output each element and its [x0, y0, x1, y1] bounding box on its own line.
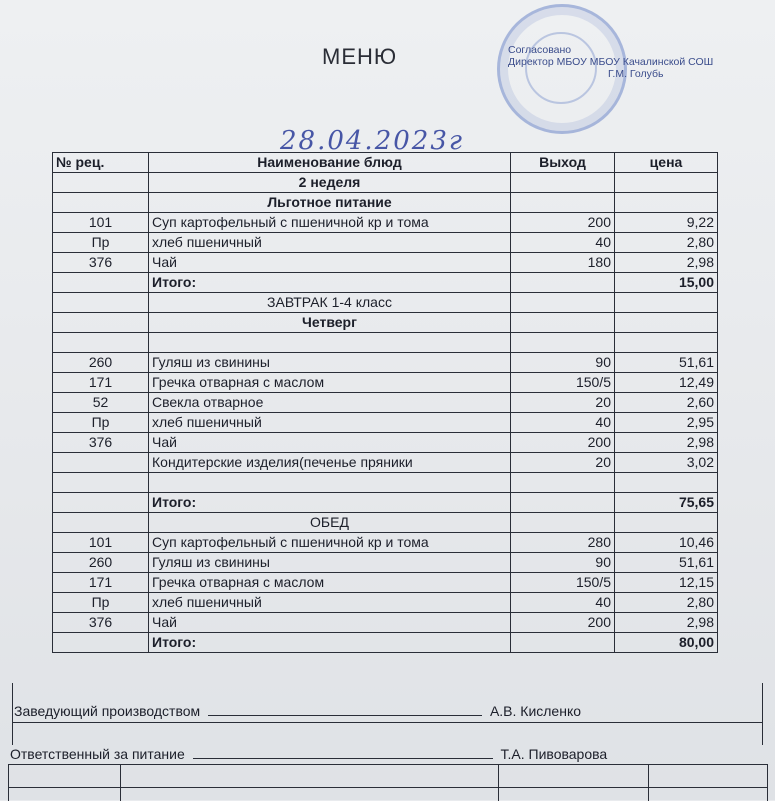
table-row: [53, 613, 718, 633]
handwritten-date: 28.04.2023г: [280, 126, 465, 156]
row-output: 20: [511, 393, 615, 413]
row-code: 101: [53, 213, 149, 233]
signature-production: [14, 703, 581, 719]
row-code: Пр: [53, 593, 149, 613]
table-header-row: [53, 153, 718, 173]
signature-nutrition-name: Т.А. Пивоварова: [500, 746, 608, 762]
total-value: 75,65: [615, 493, 718, 513]
row-output: 20: [511, 453, 615, 473]
total-row: [53, 633, 718, 653]
approval-line-1: Согласовано: [508, 44, 572, 56]
row-code: 260: [53, 553, 149, 573]
row-name: хлеб пшеничный: [149, 233, 511, 253]
row-price: 2,80: [615, 233, 718, 253]
row-price: 2,98: [615, 253, 718, 273]
row-price: 2,98: [615, 613, 718, 633]
row-name: Чай: [149, 253, 511, 273]
approval-line-3: Г.М. Голубь: [608, 68, 664, 80]
row-code: 376: [53, 613, 149, 633]
document-title: МЕНЮ: [322, 44, 398, 69]
empty-row: [53, 473, 718, 493]
row-price: 2,98: [615, 433, 718, 453]
row-output: 150/5: [511, 373, 615, 393]
total-label: Итого:: [149, 633, 511, 653]
row-code: 260: [53, 353, 149, 373]
header-output: Выход: [511, 153, 615, 173]
row-output: 200: [511, 213, 615, 233]
week-label: 2 неделя: [149, 173, 511, 193]
row-price: 9,22: [615, 213, 718, 233]
section-title-row: [53, 193, 718, 213]
table-row: [53, 373, 718, 393]
row-name: Чай: [149, 613, 511, 633]
row-name: Суп картофельный с пшеничной кр и тома: [149, 533, 511, 553]
row-price: 12,15: [615, 573, 718, 593]
table-row: [53, 553, 718, 573]
row-output: 200: [511, 613, 615, 633]
row-output: 40: [511, 413, 615, 433]
row-output: 90: [511, 553, 615, 573]
approval-block: [508, 44, 713, 80]
signature-line: [208, 715, 482, 716]
total-label: Итого:: [149, 493, 511, 513]
total-value: 15,00: [615, 273, 718, 293]
section-lunch-title: ОБЕД: [149, 513, 511, 533]
row-code: Пр: [53, 233, 149, 253]
total-label: Итого:: [149, 273, 511, 293]
row-price: 3,02: [615, 453, 718, 473]
row-price: 2,80: [615, 593, 718, 613]
row-price: 10,46: [615, 533, 718, 553]
signature-line: [193, 758, 493, 759]
row-name: Суп картофельный с пшеничной кр и тома: [149, 213, 511, 233]
row-price: 12,49: [615, 373, 718, 393]
row-price: 2,95: [615, 413, 718, 433]
table-row: [53, 233, 718, 253]
row-name: хлеб пшеничный: [149, 413, 511, 433]
frame-line-h: [12, 722, 762, 723]
day-label: Четверг: [149, 313, 511, 333]
table-row: [53, 433, 718, 453]
row-name: Чай: [149, 433, 511, 453]
row-code: 171: [53, 573, 149, 593]
row-output: 90: [511, 353, 615, 373]
table-row: [53, 533, 718, 553]
table-row: [53, 353, 718, 373]
row-code: [53, 453, 149, 473]
table-row: [53, 593, 718, 613]
signature-production-name: А.В. Кисленко: [489, 703, 582, 719]
table-row: [53, 573, 718, 593]
section-breakfast-title: ЗАВТРАК 1-4 класс: [149, 293, 511, 313]
signature-nutrition: [10, 746, 607, 762]
week-row: [53, 173, 718, 193]
row-code: 376: [53, 433, 149, 453]
bottom-grid: [8, 764, 768, 801]
row-price: 51,61: [615, 553, 718, 573]
frame-line-right: [762, 683, 763, 745]
table-row: [53, 413, 718, 433]
empty-row: [53, 333, 718, 353]
row-code: 171: [53, 373, 149, 393]
row-price: 51,61: [615, 353, 718, 373]
row-code: 52: [53, 393, 149, 413]
approval-line-2: Директор МБОУ МБОУ Качалинской СОШ: [508, 56, 714, 68]
header-price: цена: [615, 153, 718, 173]
table-row: [53, 253, 718, 273]
row-name: Гуляш из свинины: [149, 553, 511, 573]
row-code: 376: [53, 253, 149, 273]
section-preferential-title: Льготное питание: [149, 193, 511, 213]
day-row: [53, 313, 718, 333]
menu-table: [52, 152, 718, 653]
total-value: 80,00: [615, 633, 718, 653]
row-price: 2,60: [615, 393, 718, 413]
row-name: Свекла отварное: [149, 393, 511, 413]
row-code: 101: [53, 533, 149, 553]
table-row: [53, 453, 718, 473]
section-title-row: [53, 513, 718, 533]
row-name: Гречка отварная с маслом: [149, 573, 511, 593]
frame-line-left: [12, 683, 13, 745]
total-row: [53, 273, 718, 293]
row-output: 200: [511, 433, 615, 453]
table-row: [53, 393, 718, 413]
row-output: 280: [511, 533, 615, 553]
row-output: 40: [511, 233, 615, 253]
total-row: [53, 493, 718, 513]
row-output: 180: [511, 253, 615, 273]
signature-nutrition-label: Ответственный за питание: [10, 746, 185, 762]
table-row: [53, 213, 718, 233]
section-title-row: [53, 293, 718, 313]
row-output: 150/5: [511, 573, 615, 593]
signature-production-label: Заведующий производством: [14, 703, 201, 719]
row-name: Гречка отварная с маслом: [149, 373, 511, 393]
row-name: Гуляш из свинины: [149, 353, 511, 373]
row-output: 40: [511, 593, 615, 613]
row-name: Кондитерские изделия(печенье пряники: [149, 453, 511, 473]
header-name: Наименование блюд: [149, 153, 511, 173]
row-name: хлеб пшеничный: [149, 593, 511, 613]
header-code: № рец.: [53, 153, 149, 173]
row-code: Пр: [53, 413, 149, 433]
